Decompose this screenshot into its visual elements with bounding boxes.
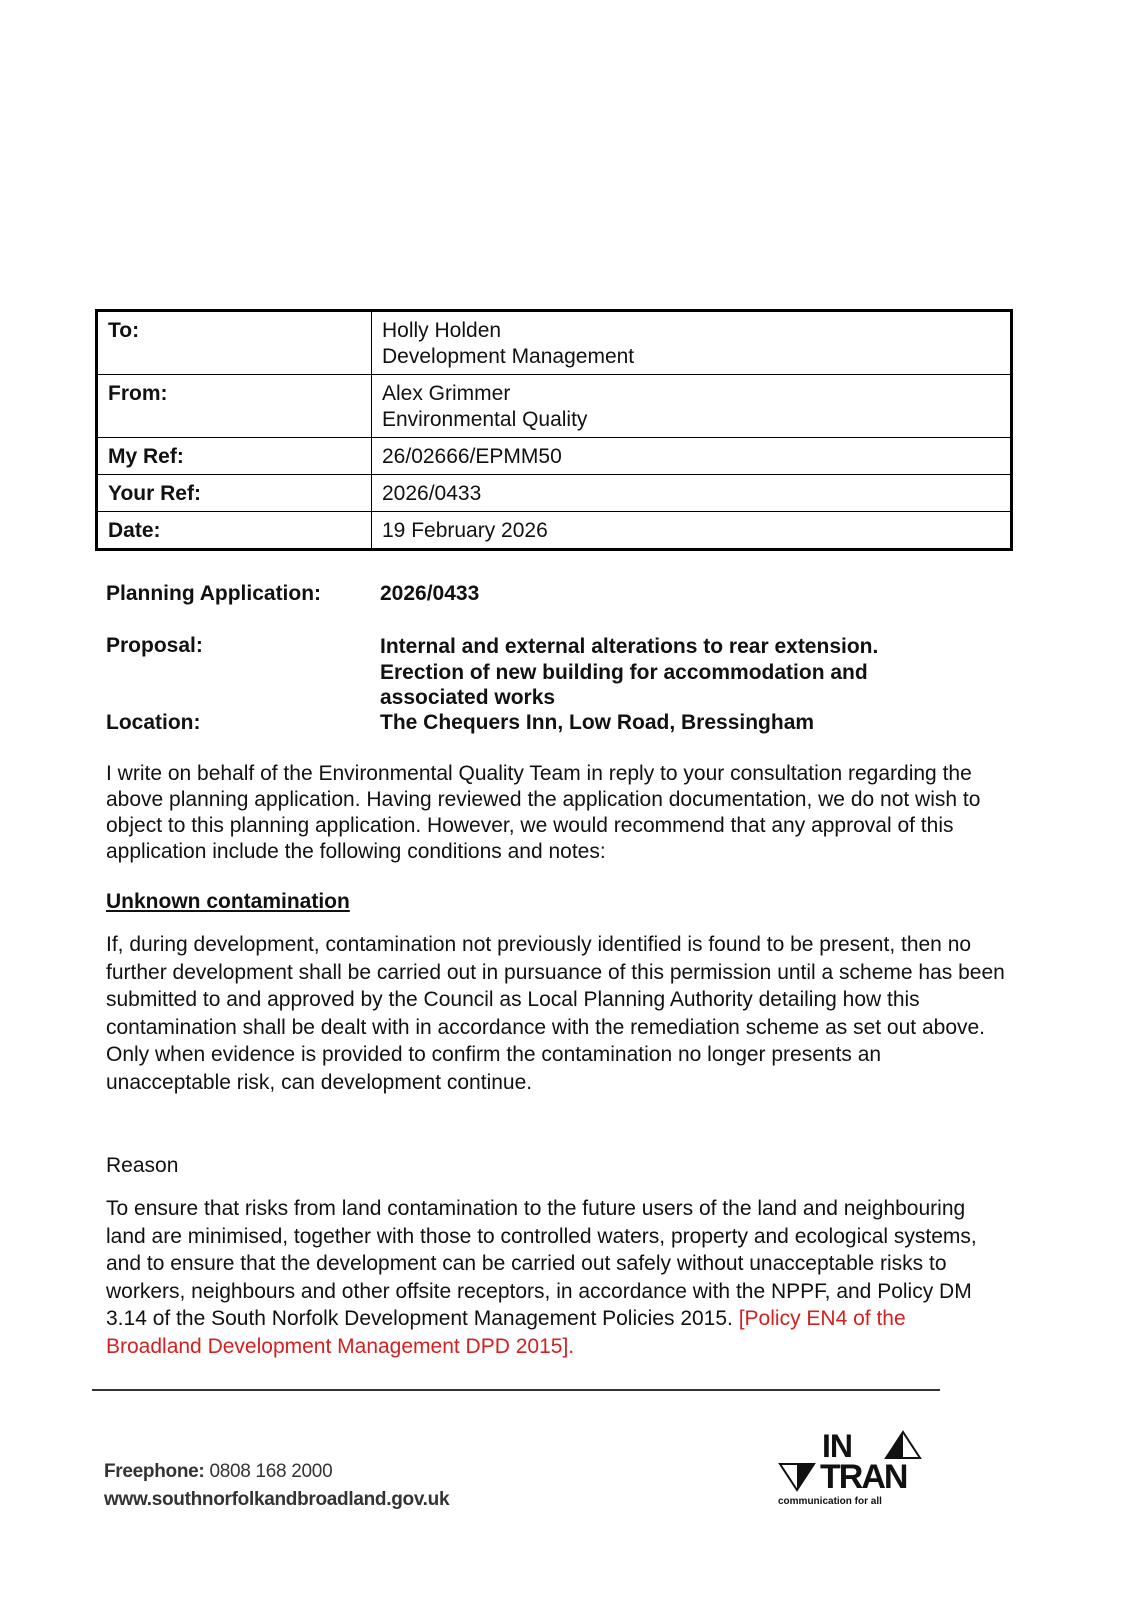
reason-text: To ensure that risks from land contamination to the future users of the land and neighbouring land are minimised, together with those to controlled waters, property and ecological systems, and to ensure that the development can be carried out safely without unacceptable risks to workers, neighbours and other offsite receptors, in accordance with the NPPF, and Policy DM 3.14 of the South Norfolk Development Management Policies 2015. [106,1197,977,1330]
row-value: Environmental Quality [382,408,588,431]
table-row [97,311,1012,375]
freephone-number: 0808 168 2000 [209,1461,333,1482]
condition-paragraph: If, during development, contamination not previously identified is found to be present, then no further development shall be carried out in pursuance of this permission until a scheme has been submitted to and approved by the Council as Local Planning Authority detailing how this contamination shall be dealt with in accordance with the remediation scheme as set out above. Only when evidence is provided to confirm the contamination no longer presents an unacceptable risk, can development continue. [106,933,1005,1094]
proposal-value [380,634,878,711]
intro-paragraph: I write on behalf of the Environmental Quality Team in reply to your consultation regarding the above planning application. Having reviewed the application documentation, we do not wish to object to this planning application. However, we would recommend that any approval of this application include the following conditions and notes: [106,762,981,863]
application-value: 2026/0433 [380,582,480,605]
table-row [97,512,1012,550]
footer-divider [92,1389,940,1391]
row-value: 2026/0433 [372,475,1012,512]
location-label: Location: [106,711,201,734]
row-value: Development Management [382,345,635,368]
table-row [97,475,1012,512]
proposal-line: Internal and external alterations to rear extension. [380,635,879,658]
triangle-down-icon [778,1462,816,1492]
proposal-line: associated works [380,686,556,709]
intran-logo [776,1428,926,1512]
reason-label: Reason [106,1154,179,1177]
application-label: Planning Application: [106,582,322,605]
reason-paragraph [106,1195,1006,1360]
table-row [97,438,1012,475]
section-heading: Unknown contamination [106,890,350,913]
memo-header-table [95,309,1013,551]
freephone [104,1461,332,1483]
row-value: 26/02666/EPMM50 [372,438,1012,475]
row-value: Holly Holden [382,319,502,342]
row-label: My Ref: [97,438,372,475]
table-row [97,375,1012,438]
proposal-line: Erection of new building for accommodation and [380,660,868,684]
location-value: The Chequers Inn, Low Road, Bressingham [380,711,815,734]
row-value: Alex Grimmer [382,382,511,405]
row-label: Your Ref: [97,475,372,512]
logo-text-bottom: TRAN [820,1458,907,1496]
row-label: To: [97,311,372,375]
reason-policy-note: [Policy EN4 of the Broadland Development Management DPD 2015]. [106,1307,906,1358]
proposal-label: Proposal: [106,634,203,657]
row-label: Date: [97,512,372,550]
freephone-label: Freephone: [104,1461,205,1482]
website-link[interactable]: www.southnorfolkandbroadland.gov.uk [104,1489,450,1510]
triangle-up-icon [884,1430,922,1460]
logo-text-top: IN [822,1428,852,1464]
row-label: From: [97,375,372,438]
row-value: 19 February 2026 [372,512,1012,550]
logo-tagline: communication for all [778,1496,882,1507]
